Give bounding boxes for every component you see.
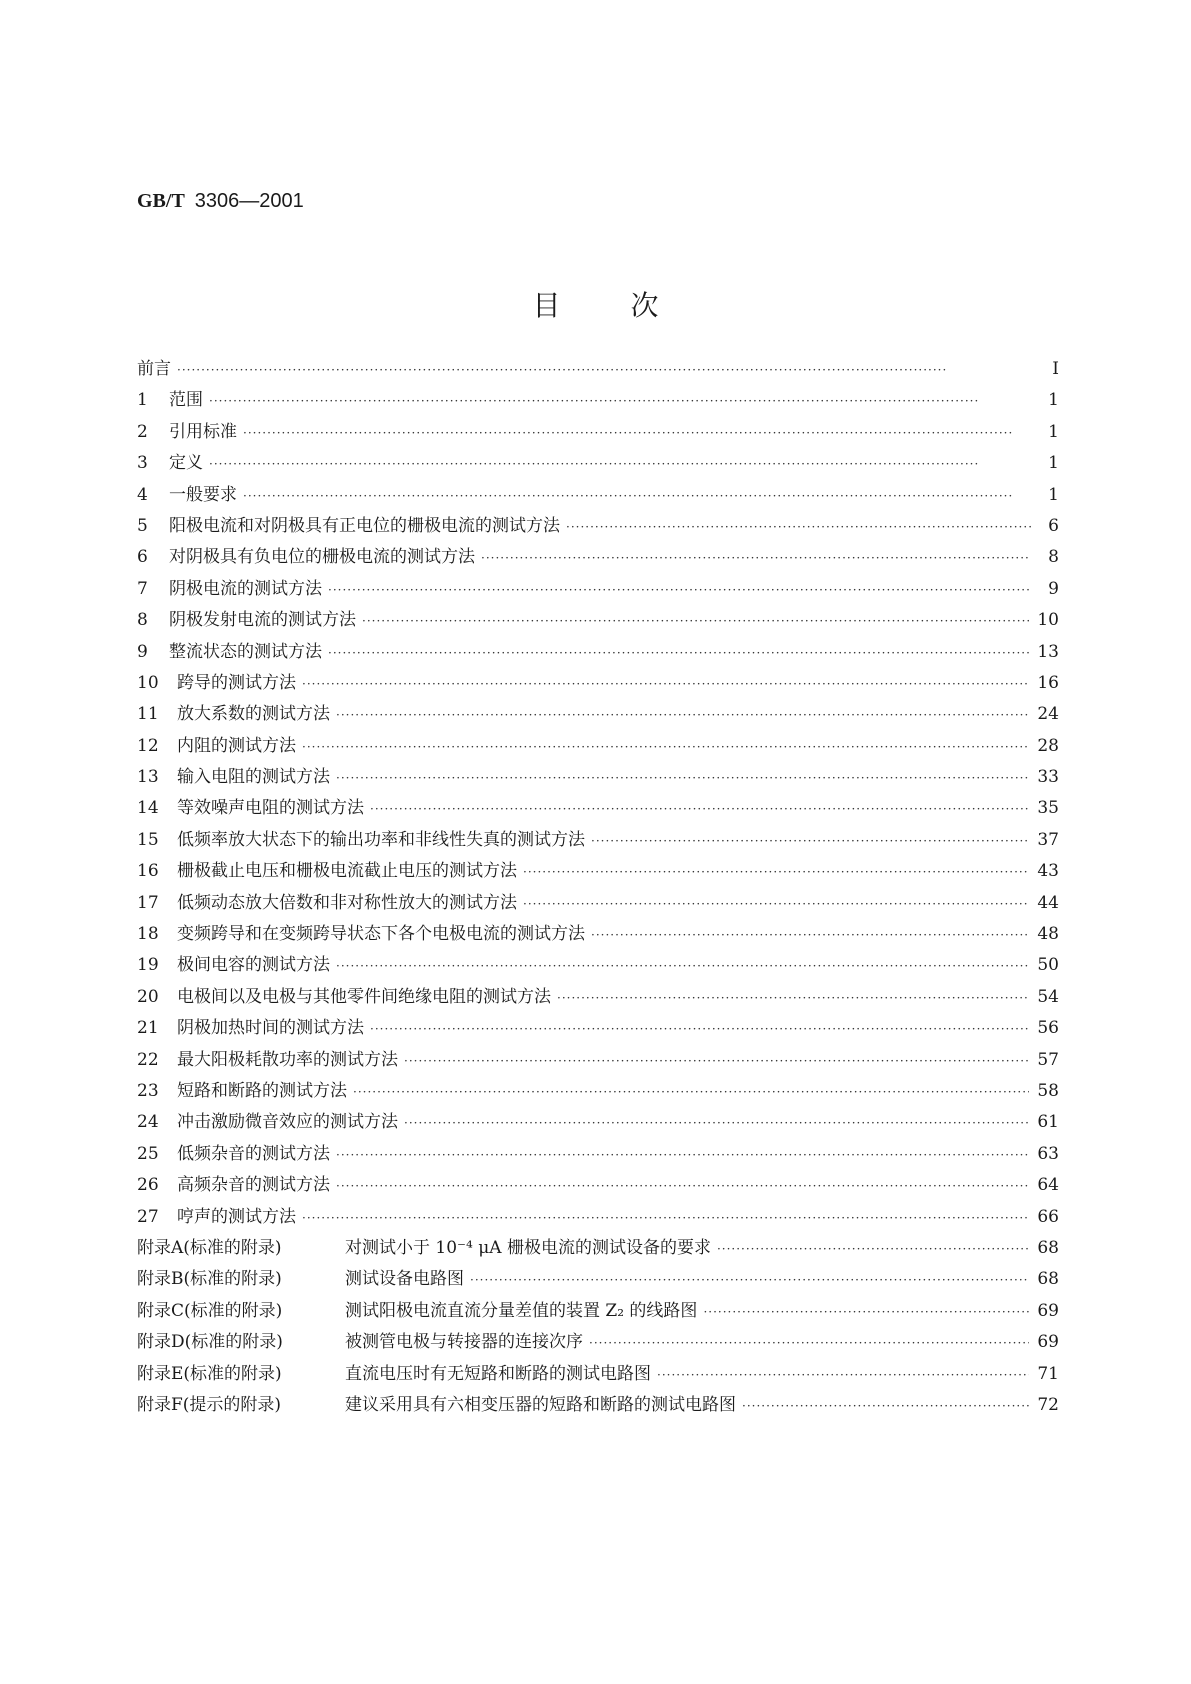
- toc-entry-page: 50: [1037, 955, 1059, 976]
- toc-entry-page: 44: [1037, 892, 1059, 913]
- dot-leader: [177, 363, 1031, 377]
- toc-entry-number: 19: [137, 955, 159, 976]
- annex-page: 69: [1037, 1300, 1059, 1321]
- toc-entry-page: 57: [1037, 1049, 1059, 1070]
- dot-leader: [470, 1273, 1029, 1287]
- toc-entry-number: 13: [137, 767, 159, 788]
- annex-label: 测试设备电路图: [345, 1269, 464, 1290]
- toc-entry[interactable]: [137, 542, 1059, 573]
- toc-entry-page: 37: [1037, 829, 1059, 850]
- toc-entry-number: 7: [137, 578, 148, 599]
- toc-entry-label: 极间电容的测试方法: [177, 955, 330, 976]
- toc-entry[interactable]: [137, 1139, 1059, 1170]
- toc-entry-number: 8: [137, 610, 148, 631]
- toc-entry-label: 哼声的测试方法: [177, 1206, 296, 1227]
- dot-leader: [657, 1368, 1029, 1382]
- dot-leader: [302, 740, 1029, 754]
- dot-leader: [336, 708, 1029, 722]
- toc-entry-label: 阴极电流的测试方法: [169, 578, 322, 599]
- toc-entry-number: 22: [137, 1049, 159, 1070]
- annex-prefix: 附录E(标准的附录): [137, 1363, 282, 1384]
- toc-entry[interactable]: [137, 385, 1059, 416]
- annex-page: 72: [1037, 1394, 1059, 1415]
- toc-entry-page: 10: [1037, 610, 1059, 631]
- toc-entry-label: 冲击激励微音效应的测试方法: [177, 1112, 398, 1133]
- toc-entry[interactable]: [137, 448, 1059, 479]
- dot-leader: [353, 1085, 1029, 1099]
- dot-leader: [243, 489, 1031, 503]
- annex-prefix: 附录B(标准的附录): [137, 1269, 282, 1290]
- dot-leader: [523, 897, 1029, 911]
- toc-entry-number: 15: [137, 829, 159, 850]
- toc-entry[interactable]: [137, 699, 1059, 730]
- dot-leader: [591, 834, 1029, 848]
- toc-entry-label: 前言: [137, 359, 171, 379]
- toc-entry-page: 43: [1037, 861, 1059, 882]
- toc-entry-page: 1: [1048, 453, 1059, 474]
- toc-entry-label: 一般要求: [169, 484, 237, 505]
- toc-entry-number: 25: [137, 1143, 159, 1164]
- annex-label: 被测管电极与转接器的连接次序: [345, 1332, 583, 1353]
- dot-leader: [370, 1022, 1029, 1036]
- standard-prefix: GB/T: [137, 190, 185, 212]
- toc-entry-number: 26: [137, 1175, 159, 1196]
- dot-leader: [336, 771, 1029, 785]
- toc-entry-number: 27: [137, 1206, 159, 1227]
- standard-number: 3306—2001: [194, 190, 304, 212]
- toc-entry-page: 66: [1037, 1206, 1059, 1227]
- toc-entry-number: 2: [137, 421, 148, 442]
- toc-entry-page: Ⅰ: [1052, 359, 1059, 379]
- toc-entry-label: 低频率放大状态下的输出功率和非线性失真的测试方法: [177, 829, 585, 850]
- toc-entry-label: 阳极电流和对阴极具有正电位的栅极电流的测试方法: [169, 515, 560, 536]
- dot-leader: [336, 1179, 1029, 1193]
- toc-entry-label: 低频杂音的测试方法: [177, 1143, 330, 1164]
- annex-label: 直流电压时有无短路和断路的测试电路图: [345, 1363, 651, 1384]
- toc-entry-page: 24: [1037, 704, 1059, 725]
- toc-entry-label: 输入电阻的测试方法: [177, 767, 330, 788]
- dot-leader: [404, 1116, 1029, 1130]
- annex-prefix: 附录C(标准的附录): [137, 1300, 283, 1321]
- toc-entry[interactable]: [137, 856, 1059, 887]
- toc-entry[interactable]: [137, 480, 1059, 511]
- dot-leader: [717, 1242, 1029, 1256]
- toc-entry-page: 54: [1037, 986, 1059, 1007]
- dot-leader: [557, 991, 1029, 1005]
- toc-entry-number: 16: [137, 861, 159, 882]
- toc-entry-number: 17: [137, 892, 159, 913]
- annex-entry[interactable]: [137, 1296, 1059, 1327]
- dot-leader: [362, 614, 1029, 628]
- toc-entry-page: 1: [1048, 421, 1059, 442]
- dot-leader: [209, 457, 1031, 471]
- dot-leader: [243, 426, 1031, 440]
- toc-entry[interactable]: [137, 1045, 1059, 1076]
- toc-entry[interactable]: [137, 825, 1059, 856]
- annex-entry[interactable]: [137, 1327, 1059, 1358]
- toc-entry-label: 电极间以及电极与其他零件间绝缘电阻的测试方法: [177, 986, 551, 1007]
- toc-entry-page: 8: [1048, 547, 1059, 568]
- toc-entry[interactable]: [137, 1107, 1059, 1138]
- annex-page: 68: [1037, 1237, 1059, 1258]
- toc-entry-number: 12: [137, 735, 159, 756]
- toc-entry-page: 48: [1037, 924, 1059, 945]
- toc-entry-label: 内阻的测试方法: [177, 735, 296, 756]
- toc-entry-page: 63: [1037, 1143, 1059, 1164]
- toc-entry-page: 1: [1048, 484, 1059, 505]
- annex-label: 对测试小于 10⁻⁴ μA 栅极电流的测试设备的要求: [345, 1237, 711, 1258]
- annex-page: 69: [1037, 1332, 1059, 1353]
- toc-entry-page: 61: [1037, 1112, 1059, 1133]
- dot-leader: [302, 1211, 1029, 1225]
- dot-leader: [404, 1054, 1029, 1068]
- toc-entry-label: 引用标准: [169, 421, 237, 442]
- toc-entry[interactable]: [137, 982, 1059, 1013]
- toc-entry-page: 28: [1037, 735, 1059, 756]
- dot-leader: [336, 1148, 1029, 1162]
- toc-entry-label: 跨导的测试方法: [177, 672, 296, 693]
- toc-entry-label: 高频杂音的测试方法: [177, 1175, 330, 1196]
- toc-entry-label: 阴极发射电流的测试方法: [169, 610, 356, 631]
- toc-entry-label: 范围: [169, 390, 203, 411]
- toc-entry[interactable]: [137, 605, 1059, 636]
- annex-entry[interactable]: [137, 1390, 1059, 1421]
- dot-leader: [328, 646, 1029, 660]
- toc-entry[interactable]: [137, 511, 1059, 542]
- toc-entry-page: 64: [1037, 1175, 1059, 1196]
- annex-label: 测试阳极电流直流分量差值的装置 Z₂ 的线路图: [345, 1300, 698, 1321]
- toc-entry-label: 栅极截止电压和栅极电流截止电压的测试方法: [177, 861, 517, 882]
- toc-entry-page: 13: [1037, 641, 1059, 662]
- dot-leader: [336, 959, 1029, 973]
- toc-entry-label: 对阴极具有负电位的栅极电流的测试方法: [169, 547, 475, 568]
- toc-entry[interactable]: [137, 354, 1059, 385]
- toc-entry[interactable]: [137, 731, 1059, 762]
- toc-entry[interactable]: [137, 1202, 1059, 1233]
- toc-entry-number: 1: [137, 390, 148, 411]
- toc-entry-number: 4: [137, 484, 148, 505]
- annex-prefix: 附录D(标准的附录): [137, 1332, 283, 1353]
- toc-entry-number: 10: [137, 672, 159, 693]
- toc-entry-number: 6: [137, 547, 148, 568]
- toc-entry-number: 20: [137, 986, 159, 1007]
- toc-entry-label: 整流状态的测试方法: [169, 641, 322, 662]
- toc-entry-page: 35: [1037, 798, 1059, 819]
- toc-entry[interactable]: [137, 950, 1059, 981]
- toc-entry-number: 14: [137, 798, 159, 819]
- annex-prefix: 附录F(提示的附录): [137, 1394, 282, 1415]
- toc-entry-number: 23: [137, 1080, 159, 1101]
- toc-entry[interactable]: [137, 574, 1059, 605]
- dot-leader: [703, 1305, 1029, 1319]
- toc-entry-page: 16: [1037, 672, 1059, 693]
- toc-entry-number: 21: [137, 1018, 159, 1039]
- toc-entry[interactable]: [137, 668, 1059, 699]
- dot-leader: [209, 394, 1031, 408]
- table-of-contents: [137, 354, 1059, 1421]
- toc-entry[interactable]: [137, 1170, 1059, 1201]
- toc-entry[interactable]: [137, 1076, 1059, 1107]
- toc-entry-page: 56: [1037, 1018, 1059, 1039]
- toc-entry-number: 11: [137, 704, 159, 725]
- dot-leader: [481, 551, 1031, 565]
- toc-entry-page: 9: [1048, 578, 1059, 599]
- toc-entry-label: 定义: [169, 453, 203, 474]
- annex-entry[interactable]: [137, 1359, 1059, 1390]
- toc-entry-label: 短路和断路的测试方法: [177, 1080, 347, 1101]
- toc-entry-page: 1: [1048, 390, 1059, 411]
- toc-entry-number: 18: [137, 924, 159, 945]
- toc-entry-page: 6: [1048, 515, 1059, 536]
- annex-page: 71: [1037, 1363, 1059, 1384]
- toc-entry-number: 5: [137, 515, 148, 536]
- toc-entry-label: 等效噪声电阻的测试方法: [177, 798, 364, 819]
- toc-entry[interactable]: [137, 762, 1059, 793]
- toc-entry-number: 24: [137, 1112, 159, 1133]
- dot-leader: [523, 865, 1029, 879]
- toc-entry-label: 放大系数的测试方法: [177, 704, 330, 725]
- toc-entry[interactable]: [137, 637, 1059, 668]
- toc-entry-number: 9: [137, 641, 148, 662]
- toc-entry[interactable]: [137, 919, 1059, 950]
- dot-leader: [328, 583, 1031, 597]
- dot-leader: [589, 1336, 1029, 1350]
- toc-entry-number: 3: [137, 453, 148, 474]
- annex-entry[interactable]: [137, 1264, 1059, 1295]
- toc-entry-page: 33: [1037, 767, 1059, 788]
- standard-code: [137, 188, 304, 213]
- annex-entry[interactable]: [137, 1233, 1059, 1264]
- toc-entry[interactable]: [137, 1013, 1059, 1044]
- dot-leader: [742, 1399, 1029, 1413]
- dot-leader: [566, 520, 1031, 534]
- toc-entry-label: 最大阳极耗散功率的测试方法: [177, 1049, 398, 1070]
- toc-entry[interactable]: [137, 417, 1059, 448]
- page-title: 目次: [532, 289, 729, 322]
- annex-page: 68: [1037, 1269, 1059, 1290]
- annex-prefix: 附录A(标准的附录): [137, 1237, 282, 1258]
- toc-entry-label: 阴极加热时间的测试方法: [177, 1018, 364, 1039]
- dot-leader: [302, 677, 1029, 691]
- toc-entry-label: 低频动态放大倍数和非对称性放大的测试方法: [177, 892, 517, 913]
- dot-leader: [370, 802, 1029, 816]
- toc-entry-label: 变频跨导和在变频跨导状态下各个电极电流的测试方法: [177, 924, 585, 945]
- toc-entry-page: 58: [1037, 1080, 1059, 1101]
- annex-label: 建议采用具有六相变压器的短路和断路的测试电路图: [345, 1394, 736, 1415]
- toc-entry[interactable]: [137, 793, 1059, 824]
- toc-entry[interactable]: [137, 888, 1059, 919]
- dot-leader: [591, 928, 1029, 942]
